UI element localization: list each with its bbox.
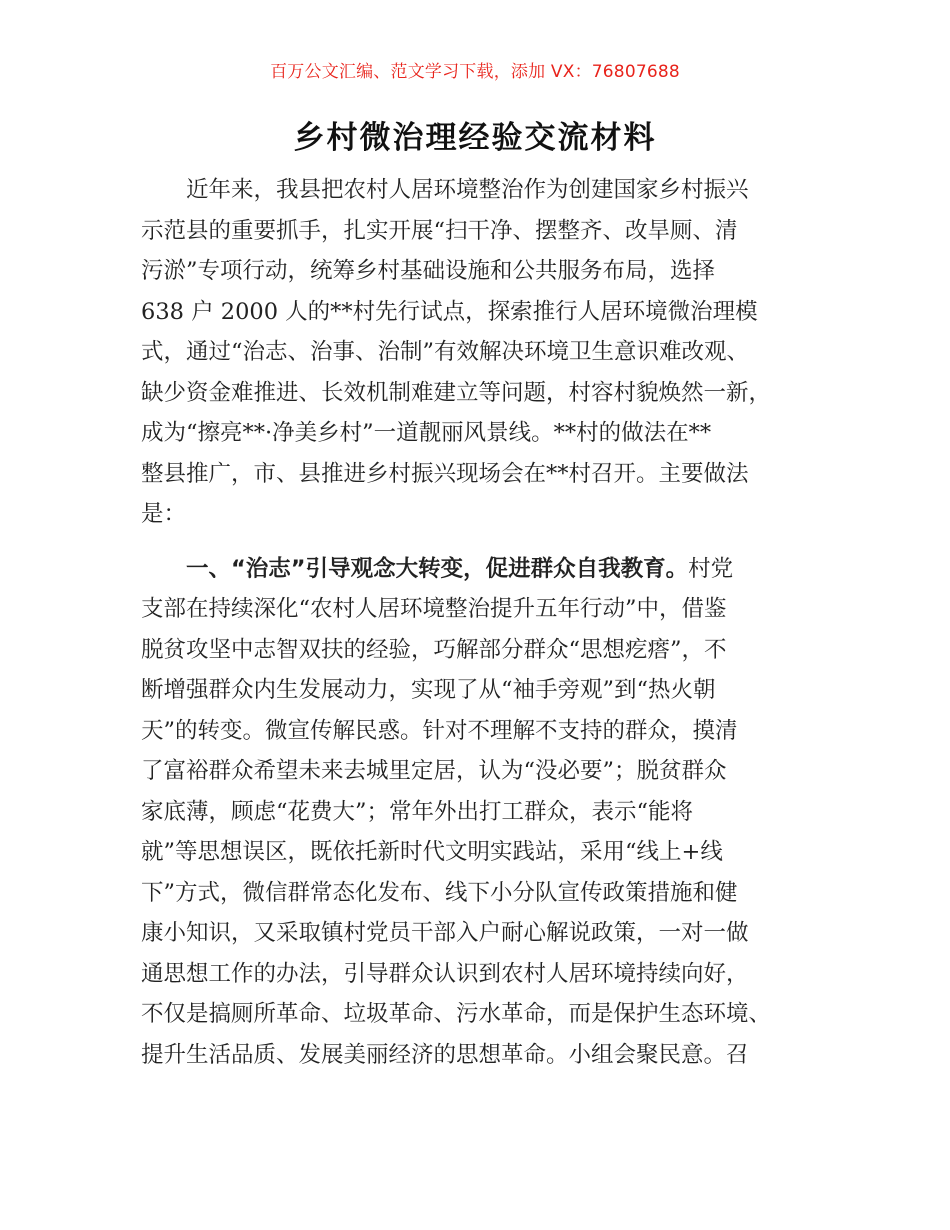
paragraph-line: 近年来，我县把农村人居环境整治作为创建国家乡村振兴 [186, 177, 749, 203]
paragraph-line: 就”等思想误区，既依托新时代文明实践站，采用“线上+线 [141, 839, 723, 865]
paragraph-line: 638 户 2000 人的**村先行试点，探索推行人居环境微治理模 [141, 298, 758, 325]
paragraph-line: 通思想工作的办法，引导群众认识到农村人居环境持续向好， [141, 960, 749, 987]
section-1-heading-tail: 村党 [688, 555, 734, 582]
paragraph-line: 成为“擦亮**·净美乡村”一道靓丽风景线。**村的做法在** [141, 420, 712, 446]
paragraph-line: 断增强群众内生发展动力，实现了从“袖手旁观”到“热火朝 [141, 677, 716, 703]
paragraph-line: 脱贫攻坚中志智双扶的经验，巧解部分群众“思想疙瘩”，不 [141, 636, 727, 663]
paragraph-line: 下”方式，微信群常态化发布、线下小分队宣传政策措施和健 [141, 879, 738, 906]
paragraph-line: 不仅是搞厕所革命、垃圾革命、污水革命，而是保护生态环境、 [141, 1001, 772, 1027]
paragraph-line: 支部在持续深化“农村人居环境整治提升五年行动”中，借鉴 [141, 596, 727, 622]
document-title: 乡村微治理经验交流材料 [293, 120, 657, 156]
section-1-heading-line [141, 549, 831, 590]
paragraph-line: 家底薄，顾虑“花费大”；常年外出打工群众，表示“能将 [141, 798, 694, 825]
paragraph-line: 缺少资金难推进、长效机制难建立等问题，村容村貌焕然一新， [141, 379, 772, 406]
paragraph-line: 康小知识，又采取镇村党员干部入户耐心解说政策，一对一做 [141, 920, 749, 946]
intro-paragraph [141, 170, 831, 535]
paragraph-line: 污淤”专项行动，统筹乡村基础设施和公共服务布局，选择 [141, 258, 716, 284]
paragraph-line: 是： [141, 501, 187, 527]
paragraph-spacer [141, 535, 831, 549]
paragraph-line: 天”的转变。微宣传解民惑。针对不理解不支持的群众，摸清 [141, 717, 738, 744]
paragraph-line: 了富裕群众希望未来去城里定居，认为“没必要”；脱贫群众 [141, 758, 727, 784]
section-1-heading: 一、“治志”引导观念大转变，促进群众自我教育。 [186, 555, 689, 582]
document-body [141, 170, 831, 1075]
section-1-paragraph [141, 549, 831, 1076]
paragraph-line: 整县推广，市、县推进乡村振兴现场会在**村召开。主要做法 [141, 460, 749, 487]
paragraph-line: 式，通过“治志、治事、治制”有效解决环境卫生意识难改观、 [141, 339, 750, 365]
download-promo-note: 百万公文汇编、范文学习下载，添加 VX：76807688 [270, 62, 680, 82]
paragraph-line: 提升生活品质、发展美丽经济的思想革命。小组会聚民意。召 [141, 1041, 749, 1068]
paragraph-line: 示范县的重要抓手，扎实开展“扫干净、摆整齐、改旱厕、清 [141, 217, 738, 244]
